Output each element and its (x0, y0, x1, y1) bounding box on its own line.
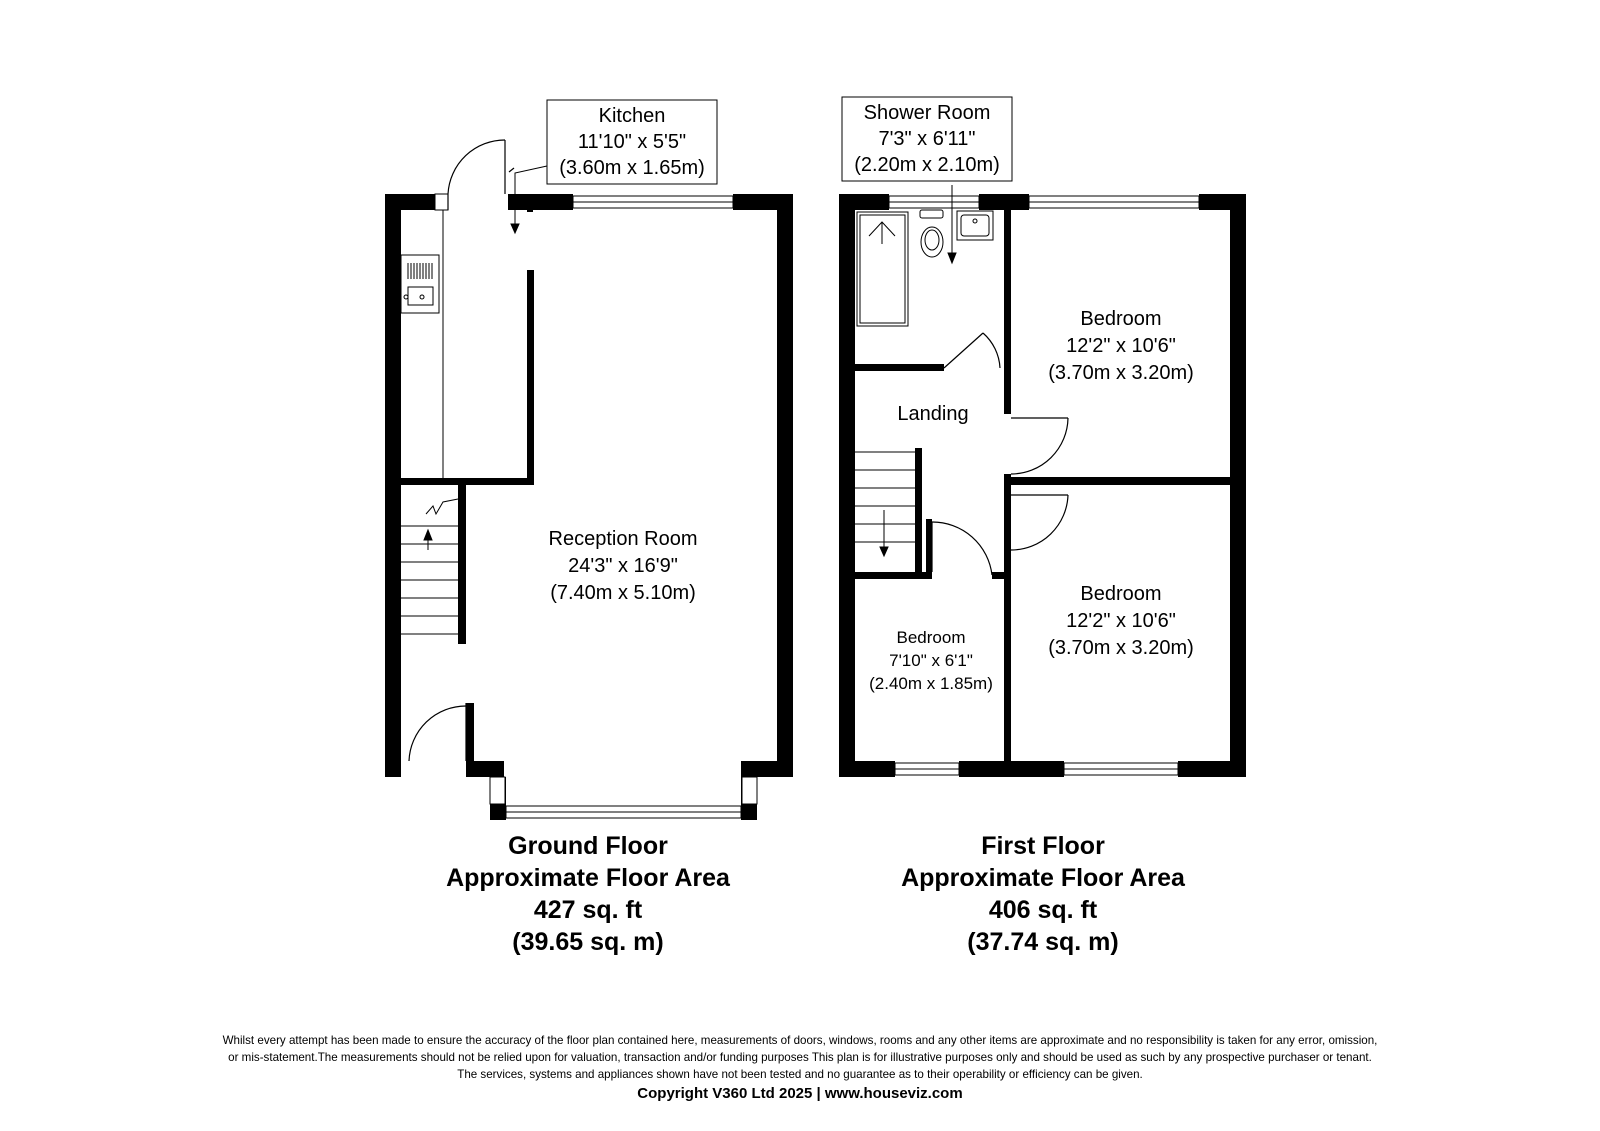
ground-floor-walls (385, 194, 793, 820)
ground-floor-area-label: Approximate Floor Area (446, 864, 730, 892)
kitchen-size-metric: (3.60m x 1.65m) (559, 157, 705, 179)
bedroom-2-size-metric: (3.70m x 3.20m) (1048, 637, 1194, 659)
first-floor-name: First Floor (981, 832, 1105, 860)
ground-floor-area-sqft: 427 sq. ft (533, 896, 643, 924)
ground-floor-stairs (401, 499, 458, 634)
disclaimer-line-3: The services, systems and appliances shown have not been tested and no guarantee as to their operability or efficiency can be given. (457, 1068, 1143, 1081)
landing-name: Landing (897, 403, 969, 425)
reception-size-metric: (7.40m x 5.10m) (550, 582, 696, 604)
disclaimer (40, 1032, 1560, 1105)
first-floor-area-sqft: 406 sq. ft (988, 896, 1098, 924)
kitchen-name: Kitchen (598, 105, 666, 127)
kitchen-fittings (401, 210, 443, 478)
room-labels (547, 97, 1194, 693)
ground-floor-caption (388, 830, 788, 958)
shower-room-fittings (857, 210, 993, 326)
reception-size-imperial: 24'3" x 16'9" (568, 555, 678, 577)
bedroom-3-name: Bedroom (896, 628, 966, 647)
bedroom-3-size-imperial: 7'10" x 6'1" (889, 651, 973, 670)
ground-floor-name: Ground Floor (508, 832, 668, 860)
reception-name: Reception Room (548, 528, 698, 550)
ground-floor-area-sqm: (39.65 sq. m) (512, 928, 664, 956)
bedroom-2-size-imperial: 12'2" x 10'6" (1066, 610, 1176, 632)
shower-room-size-metric: (2.20m x 2.10m) (854, 154, 1000, 176)
ground-floor-plan (385, 140, 793, 820)
bedroom-1-size-metric: (3.70m x 3.20m) (1048, 362, 1194, 384)
first-floor-caption (843, 830, 1243, 958)
first-floor-area-sqm: (37.74 sq. m) (967, 928, 1119, 956)
first-floor-stairs (855, 452, 915, 556)
disclaimer-line-2: or mis-statement.The measurements should not be relied upon for valuation, transaction and/or funding purposes This plan is for illustrative purposes only and should be used as such by any prospective purchaser or tenant. (228, 1051, 1372, 1064)
kitchen-back-door (448, 140, 514, 210)
first-floor-area-label: Approximate Floor Area (901, 864, 1185, 892)
bedroom-1-name: Bedroom (1080, 308, 1162, 330)
shower-room-name: Shower Room (863, 102, 991, 124)
kitchen-size-imperial: 11'10" x 5'5" (577, 131, 687, 153)
shower-room-size-imperial: 7'3" x 6'11" (878, 128, 976, 150)
ground-floor-windows (435, 194, 757, 818)
bedroom-3-size-metric: (2.40m x 1.85m) (869, 674, 993, 693)
disclaimer-line-1: Whilst every attempt has been made to ensure the accuracy of the floor plan contained here, measurements of doors, windows, rooms and any other items are approximate and no responsibility is taken for any error, omission, (222, 1034, 1378, 1047)
copyright: Copyright V360 Ltd 2025 | www.houseviz.com (637, 1085, 963, 1102)
bedroom-2-name: Bedroom (1080, 583, 1162, 605)
bedroom-1-size-imperial: 12'2" x 10'6" (1066, 335, 1176, 357)
ground-floor-front-door (409, 703, 466, 761)
